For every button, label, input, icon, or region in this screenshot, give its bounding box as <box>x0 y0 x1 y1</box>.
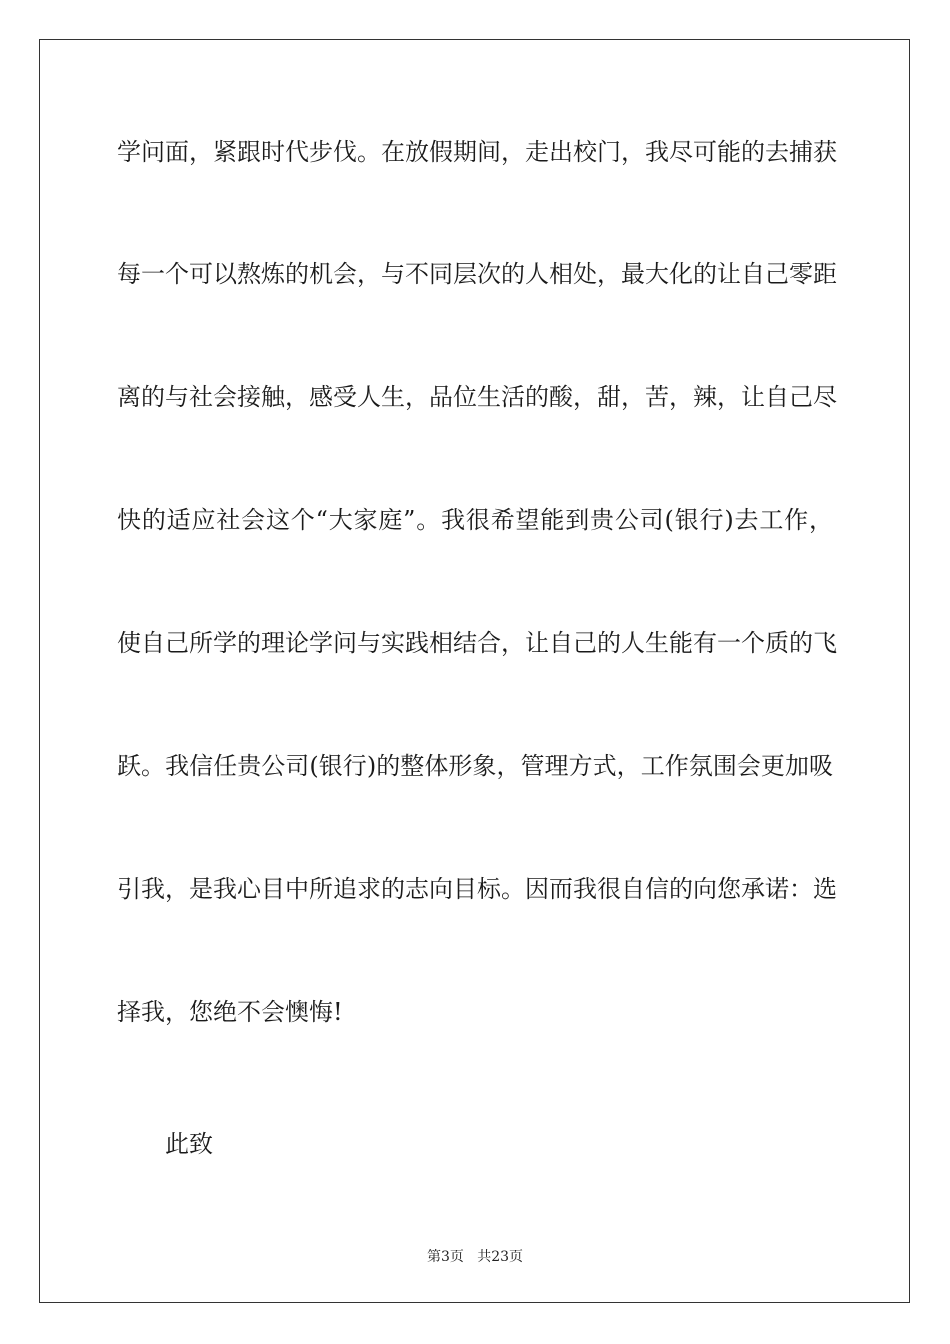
closing-salutation: 此致 <box>165 1130 213 1158</box>
body-line-5: 使自己所学的理论学问与实践相结合，让自己的人生能有一个质的飞 <box>117 629 837 657</box>
body-line-4: 快的适应社会这个“大家庭”。我很希望能到贵公司(银行)去工作， <box>117 506 833 534</box>
body-line-8: 择我，您绝不会懊悔! <box>117 998 343 1026</box>
body-line-7: 引我，是我心目中所追求的志向目标。因而我很自信的向您承诺：选 <box>117 875 837 903</box>
body-line-3: 离的与社会接触，感受人生，品位生活的酸，甜，苦，辣，让自己尽 <box>117 383 837 411</box>
body-line-1: 学问面，紧跟时代步伐。在放假期间，走出校门，我尽可能的去捕获 <box>117 138 837 166</box>
page-number-footer: 第3页 共23页 <box>426 1249 524 1265</box>
body-line-2: 每一个可以熬炼的机会，与不同层次的人相处，最大化的让自己零距 <box>117 260 837 288</box>
body-line-6: 跃。我信任贵公司(银行)的整体形象，管理方式，工作氛围会更加吸 <box>117 752 833 780</box>
page-frame <box>39 39 910 1303</box>
